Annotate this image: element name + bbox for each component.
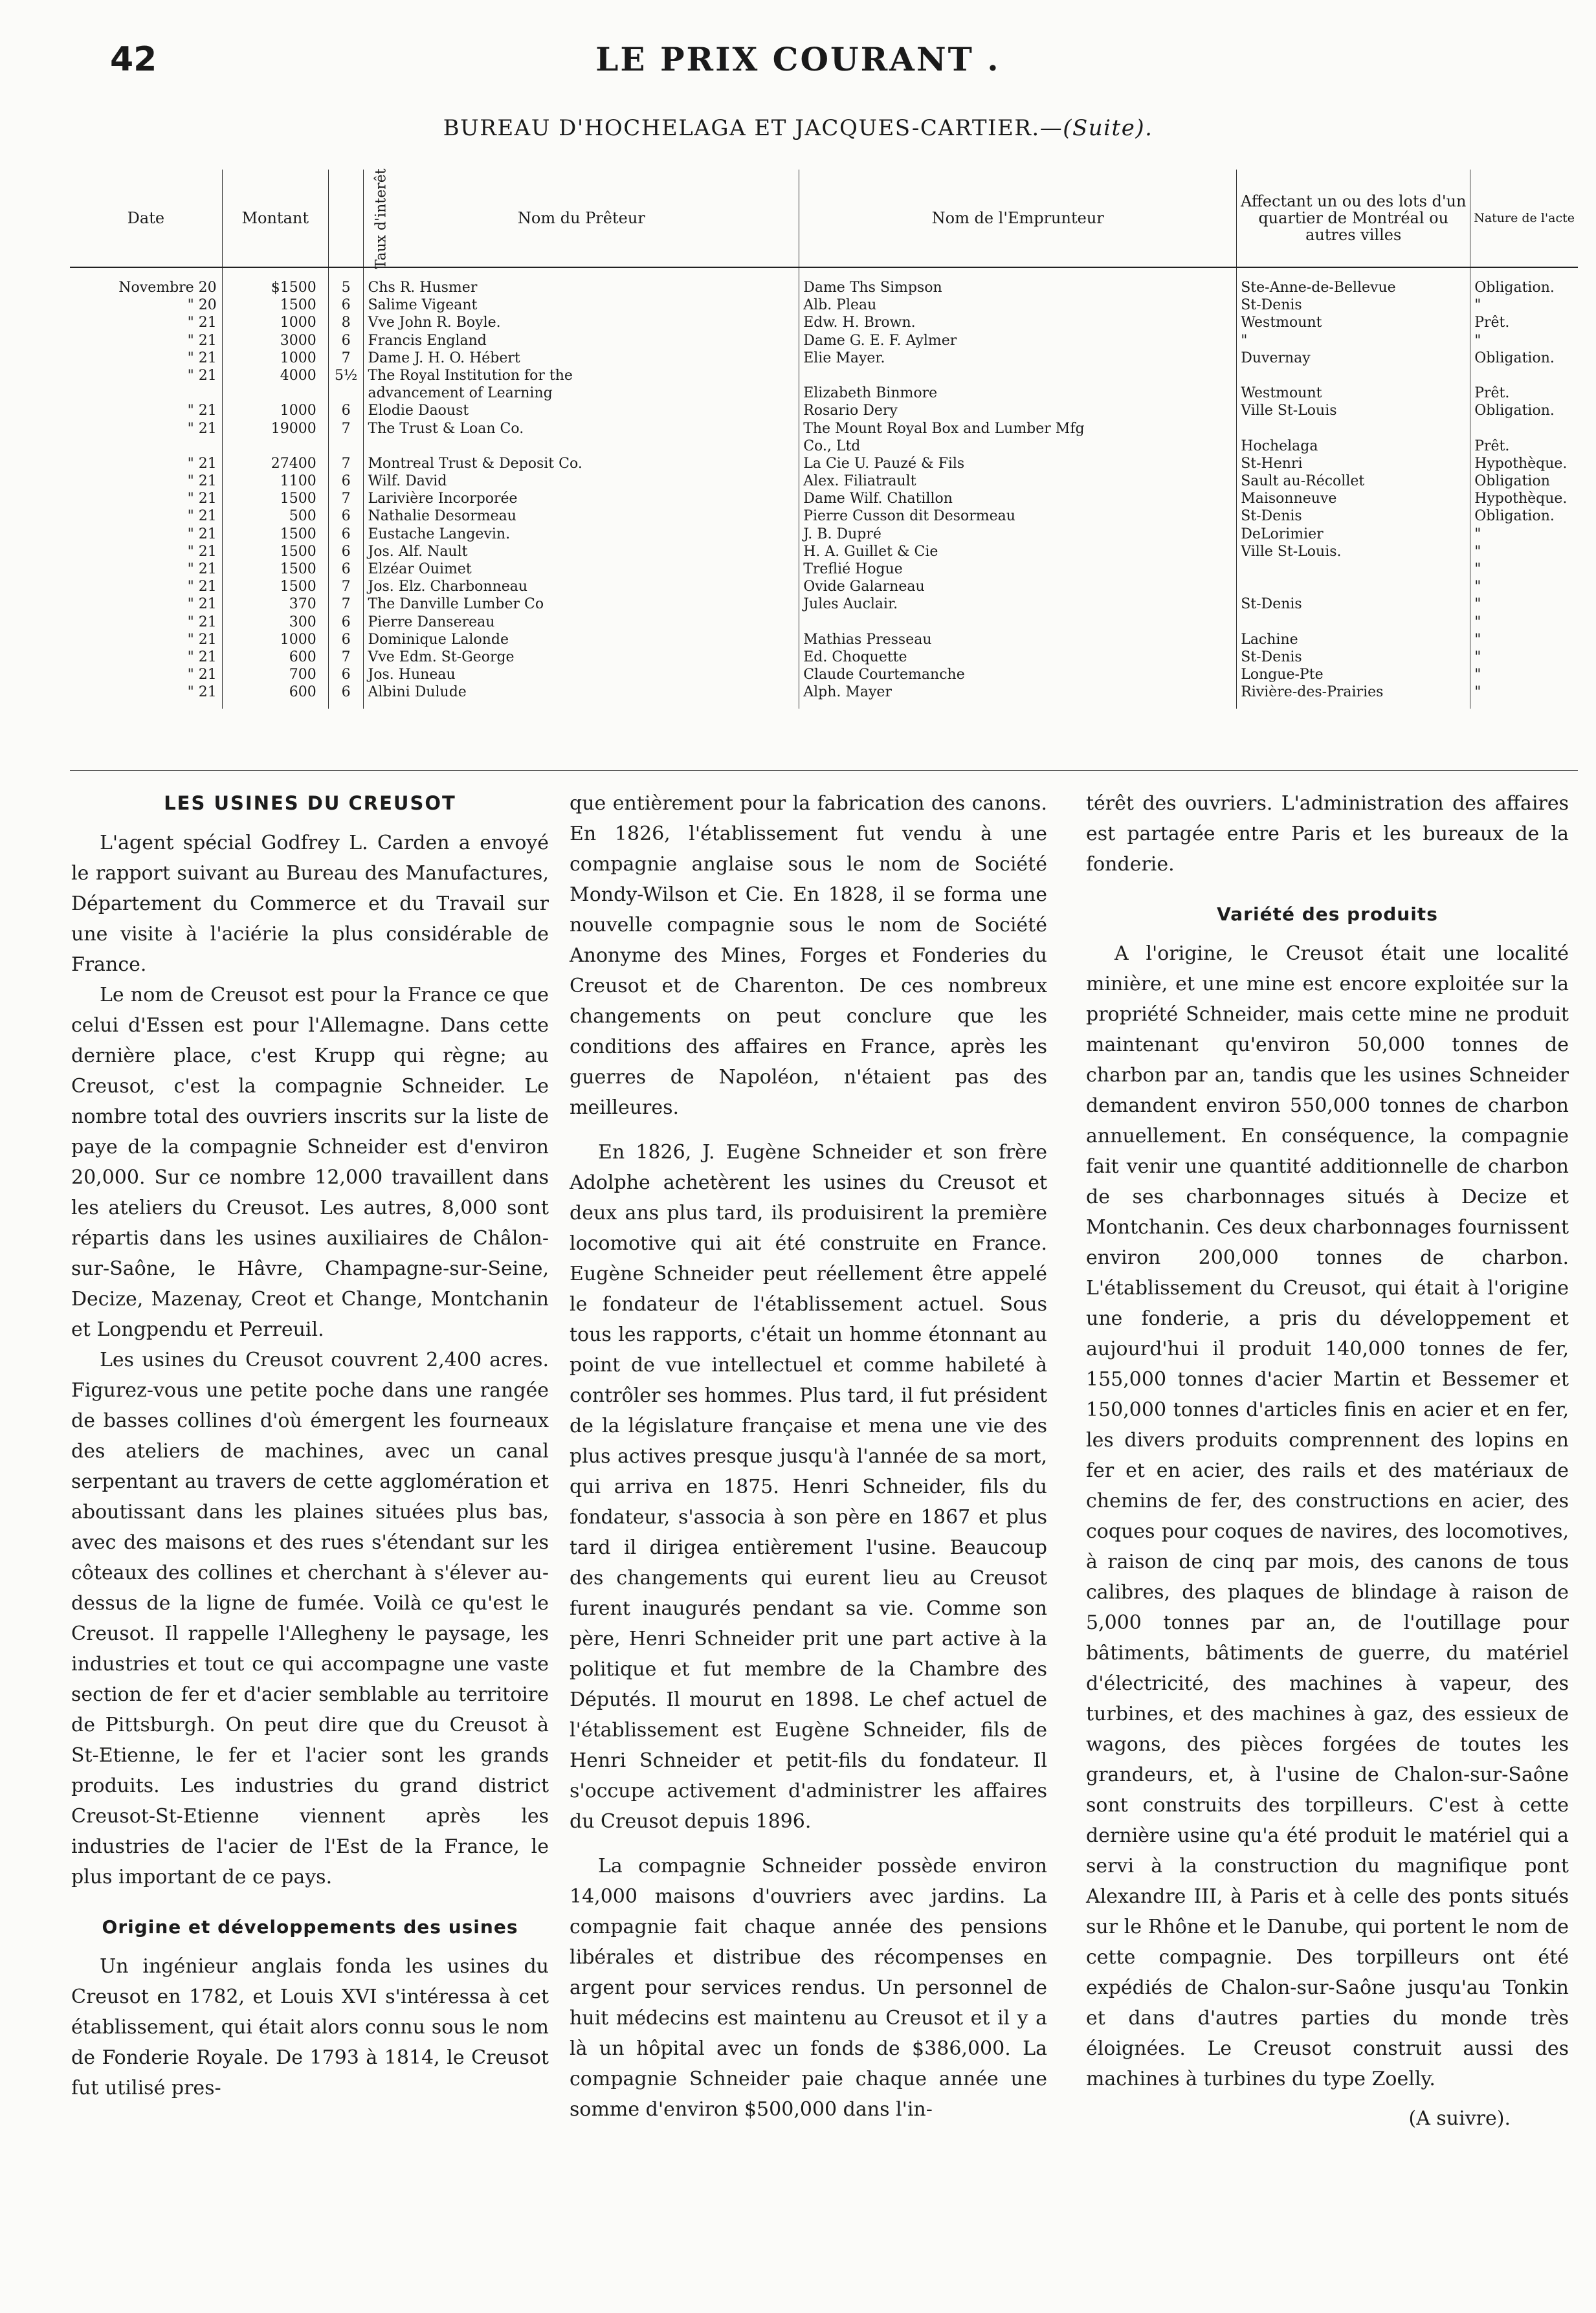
cell-location	[1237, 368, 1470, 385]
cell-location: Ville St-Louis	[1237, 403, 1470, 420]
cell-date: " 21	[187, 684, 217, 701]
cell-amount: 370	[222, 596, 328, 614]
table-row	[70, 491, 1578, 508]
cell-nature: "	[1470, 632, 1578, 649]
cell-borrower: Mathias Presseau	[799, 632, 1237, 649]
cell-date	[70, 438, 222, 456]
cell-amount: 3000	[222, 333, 328, 350]
cell-date: " 21	[187, 491, 217, 507]
col-header-nature: Nature de l'acte	[1470, 170, 1578, 267]
cell-location: Hochelaga	[1237, 438, 1470, 456]
cell-location: Maisonneuve	[1237, 491, 1470, 508]
cell-borrower: La Cie U. Pauzé & Fils	[799, 456, 1237, 473]
table-row	[70, 596, 1578, 614]
cell-lender: Vve John R. Boyle.	[364, 315, 799, 332]
cell-date: " 21	[187, 349, 217, 366]
loans-table	[70, 170, 1578, 709]
table-row	[70, 632, 1578, 649]
cell-amount: 1100	[222, 473, 328, 491]
cell-nature: Obligation.	[1470, 350, 1578, 368]
table-row	[70, 421, 1578, 438]
cell-location: Longue-Pte	[1237, 667, 1470, 684]
cell-rate: 5½	[328, 368, 364, 385]
cell-nature: "	[1470, 297, 1578, 315]
cell-date: " 21	[187, 332, 217, 349]
cell-date: " 21	[187, 667, 217, 683]
cell-rate: 6	[328, 333, 364, 350]
col-header-date: Date	[70, 170, 222, 267]
cell-rate: 7	[328, 456, 364, 473]
cell-rate: 6	[328, 684, 364, 708]
cell-lender: Vve Edm. St-George	[364, 649, 799, 667]
cell-lender: Elodie Daoust	[364, 403, 799, 420]
paragraph: Les usines du Creusot couvrent 2,400 acres. Figurez-vous une petite poche dans une rangée de basses collines d'où émergent les fourneaux des ateliers de machines, avec un canal serpentant au travers de cette agglomération et aboutissant dans les plaines situées plus bas, avec des maisons et des rues s'étendant sur les côteaux des collines et cherchant à s'élever au-dessus de la ligne de fumée. Voilà ce qu'est le Creusot. Il rappelle l'Allegheny le paysage, les industries et tout ce qui accompagne une vaste section de fer et d'acier semblable au territoire de Pittsburgh. On peut dire que du Creusot à St-Etienne, le fer et l'acier sont les grands produits. Les industries du grand district Creusot-St-Etienne viennent après les industries de l'acier de l'Est de la France, le plus important de ce pays.	[71, 1349, 549, 1888]
cell-rate: 6	[328, 297, 364, 315]
cell-date: " 21	[187, 508, 217, 525]
cell-rate	[328, 385, 364, 403]
cell-nature: "	[1470, 561, 1578, 579]
cell-lender: Jos. Elz. Charbonneau	[364, 579, 799, 596]
cell-date: " 21	[187, 596, 217, 613]
cell-lender: The Danville Lumber Co	[364, 596, 799, 614]
cell-lender: advancement of Learning	[364, 385, 799, 403]
cell-date: " 21	[187, 367, 217, 384]
table-row	[70, 526, 1578, 544]
cell-date	[70, 385, 222, 403]
paragraph: Le nom de Creusot est pour la France ce que celui d'Essen est pour l'Allemagne. Dans cette dernière place, c'est Krupp qui règne; au Creusot, c'est la compagnie Schneider. Le nombre total des ouvriers inscrits sur la liste de paye de la compagnie Schneider est d'environ 20,000. Sur ce nombre 12,000 travaillent dans les ateliers du Creusot. Les autres, 8,000 sont répartis dans les usines auxiliaires de Châlon-sur-Saône, le Hâvre, Champagne-sur-Seine, Decize, Mazenay, Creot et Change, Montchanin et Longpendu et Perreuil.	[71, 984, 549, 1341]
cell-rate: 7	[328, 350, 364, 368]
cell-lender: The Royal Institution for the	[364, 368, 799, 385]
cell-borrower: Elie Mayer.	[799, 350, 1237, 368]
cell-date: " 21	[187, 631, 217, 648]
table-row	[70, 579, 1578, 596]
cell-borrower: Rosario Dery	[799, 403, 1237, 420]
cell-date: " 20	[187, 297, 217, 314]
cell-borrower: Pierre Cusson dit Desormeau	[799, 508, 1237, 526]
cell-nature: Hypothèque.	[1470, 456, 1578, 473]
cell-lender: Nathalie Desormeau	[364, 508, 799, 526]
cell-nature: "	[1470, 684, 1578, 708]
cell-amount: 1000	[222, 350, 328, 368]
cell-borrower: Dame Wilf. Chatillon	[799, 491, 1237, 508]
article-title: LES USINES DU CREUSOT	[164, 792, 456, 814]
cell-amount: 300	[222, 614, 328, 632]
cell-amount: 500	[222, 508, 328, 526]
article-column-3	[1086, 788, 1569, 2134]
cell-borrower	[799, 368, 1237, 385]
cell-borrower: The Mount Royal Box and Lumber Mfg	[799, 421, 1237, 438]
page-number: 42	[110, 40, 157, 79]
subheading-origin: Origine et développements des usines	[102, 1916, 518, 1938]
cell-date: " 21	[187, 579, 217, 595]
cell-location: Duvernay	[1237, 350, 1470, 368]
paragraph: A l'origine, le Creusot était une localité minière, et une mine est encore exploitée sur la propriété Schneider, mais cette mine ne produit maintenant qu'environ 50,000 tonnes de charbon par an, tandis que les usines Schneider demandent environ 550,000 tonnes de charbon annuellement. En conséquence, la compagnie fait venir une quantité additionnelle de charbon de ses charbonnages situés à Decize et Montchanin. Ces deux charbonnages fournissent environ 200,000 tonnes de charbon. L'établissement du Creusot, qui était à l'origine une fonderie, a pris du développement et aujourd'hui il produit 140,000 tonnes de fer, 155,000 tonnes d'acier Martin et Bessemer et 150,000 tonnes d'articles finis en acier et en fer, les divers produits comprennent des lopins en fer et en acier, des rails et des matériaux de chemins de fer, des constructions en acier, des coques pour coques de navires, des locomotives, à raison de cinq par mois, des canons de tous calibres, des plaques de blindage à raison de 5,000 tonnes par an, de l'outillage pour bâtiments, bâtiments de guerre, du matériel d'électricité, des machines à vapeur, des turbines, et des machines à gaz, des essieux de wagons, des pièces forgées de toutes les grandeurs, et, à l'usine de Chalon-sur-Saône sont construits des torpilleurs. C'est à cette dernière usine qu'a été produit le matériel qui a servi à la construction du magnifique pont Alexandre III, à Paris et à celle des ponts situés sur le Rhône et le Danube, qui portent le nom de cette compagnie. Des torpilleurs ont été expédiés de Chalon-sur-Saône jusqu'au Tonkin et dans d'autres parties du monde très éloignées. Le Creusot construit aussi des machines à turbines du type Zoelly.	[1086, 942, 1569, 2090]
table-row	[70, 649, 1578, 667]
table-row	[70, 333, 1578, 350]
cell-amount: 1000	[222, 632, 328, 649]
cell-location	[1237, 614, 1470, 632]
cell-nature: Prêt.	[1470, 438, 1578, 456]
cell-nature	[1470, 421, 1578, 438]
cell-borrower: Elizabeth Binmore	[799, 385, 1237, 403]
cell-lender: Wilf. David	[364, 473, 799, 491]
article-column-1	[71, 788, 549, 2103]
cell-location: St-Denis	[1237, 596, 1470, 614]
col-header-borrower: Nom de l'Emprunteur	[799, 170, 1237, 267]
cell-amount: 1500	[222, 491, 328, 508]
cell-location: Ste-Anne-de-Bellevue	[1237, 267, 1470, 297]
cell-rate: 5	[328, 267, 364, 297]
cell-borrower	[799, 614, 1237, 632]
cell-date: " 21	[187, 403, 217, 419]
cell-nature: "	[1470, 579, 1578, 596]
section-divider	[70, 770, 1578, 771]
cell-location: Westmount	[1237, 385, 1470, 403]
table-row	[70, 267, 1578, 297]
cell-amount: 1500	[222, 579, 328, 596]
cell-amount: 1000	[222, 403, 328, 420]
cell-nature: "	[1470, 333, 1578, 350]
table-row	[70, 508, 1578, 526]
cell-rate: 8	[328, 315, 364, 332]
cell-location: Westmount	[1237, 315, 1470, 332]
cell-amount: 1500	[222, 526, 328, 544]
table-row	[70, 614, 1578, 632]
cell-date: " 21	[187, 648, 217, 665]
cell-borrower: Claude Courtemanche	[799, 667, 1237, 684]
cell-amount: 700	[222, 667, 328, 684]
cell-lender: Larivière Incorporée	[364, 491, 799, 508]
cell-lender: Salime Vigeant	[364, 297, 799, 315]
cell-borrower: J. B. Dupré	[799, 526, 1237, 544]
cell-rate: 6	[328, 544, 364, 561]
col-header-lender: Nom du Prêteur	[364, 170, 799, 267]
table-row	[70, 684, 1578, 708]
cell-date: " 21	[187, 543, 217, 560]
cell-borrower: Jules Auclair.	[799, 596, 1237, 614]
cell-nature: Obligation.	[1470, 403, 1578, 420]
cell-location	[1237, 579, 1470, 596]
cell-rate: 6	[328, 508, 364, 526]
cell-nature: "	[1470, 667, 1578, 684]
article-column-2	[570, 788, 1047, 2125]
cell-location	[1237, 561, 1470, 579]
paragraph: L'agent spécial Godfrey L. Carden a envoyé le rapport suivant au Bureau des Manufactures, Département du Commerce et du Travail sur une visite à l'aciérie la plus considérable de France.	[71, 832, 549, 976]
cell-lender: Eustache Langevin.	[364, 526, 799, 544]
cell-rate: 6	[328, 473, 364, 491]
cell-borrower: Alb. Pleau	[799, 297, 1237, 315]
cell-nature: Hypothèque.	[1470, 491, 1578, 508]
cell-date: " 21	[187, 526, 217, 542]
cell-location	[1237, 421, 1470, 438]
cell-location: St-Denis	[1237, 508, 1470, 526]
table-row	[70, 438, 1578, 456]
paragraph: En 1826, J. Eugène Schneider et son frère Adolphe achetèrent les usines du Creusot et deux ans plus tard, ils produisirent la première locomotive qui ait été construite en France. Eugène Schneider peut réellement être appelé le fondateur de l'établissement actuel. Sous tous les rapports, c'était un homme étonnant au point de vue intellectuel et comme habileté à contrôler ses hommes. Plus tard, il fut président de la législature française et mena une vie des plus actives presque jusqu'à l'année de sa mort, qui arriva en 1875. Henri Schneider, fils du fondateur, s'associa à son père en 1867 et plus tard il dirigea entièrement l'usine. Beaucoup des changements qui eurent lieu au Creusot furent inaugurés pendant sa vie. Comme son père, Henri Schneider prit une part active à la politique et fut membre de la Chambre des Députés. Il mourut en 1898. Le chef actuel de l'établissement est Eugène Schneider, fils de Henri Schneider et petit-fils du fondateur. Il s'occupe activement d'administrer les affaires du Creusot depuis 1896.	[570, 1141, 1047, 1833]
cell-lender: Montreal Trust & Deposit Co.	[364, 456, 799, 473]
cell-nature	[1470, 368, 1578, 385]
cell-rate: 7	[328, 491, 364, 508]
col-header-lots: Affectant un ou des lots d'un quartier de Montréal ou autres villes	[1237, 170, 1470, 267]
cell-nature: "	[1470, 526, 1578, 544]
cell-location: DeLorimier	[1237, 526, 1470, 544]
table-row	[70, 315, 1578, 332]
table-row	[70, 561, 1578, 579]
cell-nature: Prêt.	[1470, 385, 1578, 403]
cell-rate: 7	[328, 649, 364, 667]
table-row	[70, 456, 1578, 473]
cell-rate: 7	[328, 421, 364, 438]
cell-borrower: Ed. Choquette	[799, 649, 1237, 667]
cell-borrower: Dame G. E. F. Aylmer	[799, 333, 1237, 350]
table-row	[70, 473, 1578, 491]
cell-date: " 21	[187, 455, 217, 472]
cell-borrower: Alex. Filiatrault	[799, 473, 1237, 491]
cell-date: Novembre 20	[118, 280, 217, 296]
table-row	[70, 350, 1578, 368]
cell-nature: "	[1470, 596, 1578, 614]
cell-rate: 6	[328, 632, 364, 649]
cell-date: " 21	[187, 315, 217, 331]
table-row	[70, 544, 1578, 561]
cell-rate: 6	[328, 561, 364, 579]
cell-lender: Elzéar Ouimet	[364, 561, 799, 579]
cell-amount: 19000	[222, 421, 328, 438]
cell-date: " 21	[187, 614, 217, 630]
table-row	[70, 297, 1578, 315]
cell-location: "	[1237, 333, 1470, 350]
table-row	[70, 368, 1578, 385]
table-row	[70, 667, 1578, 684]
cell-lender: Pierre Dansereau	[364, 614, 799, 632]
cell-lender: The Trust & Loan Co.	[364, 421, 799, 438]
col-header-rate-text: Taux d'interêt	[373, 168, 390, 269]
paragraph: térêt des ouvriers. L'administration des affaires est partagée entre Paris et les bureaux de la fonderie.	[1086, 792, 1569, 876]
cell-date: " 21	[187, 473, 217, 490]
section-title-suffix: (Suite).	[1063, 115, 1153, 141]
cell-borrower: Alph. Mayer	[799, 684, 1237, 708]
cell-location: St-Henri	[1237, 456, 1470, 473]
cell-borrower: Ovide Galarneau	[799, 579, 1237, 596]
cell-borrower: Co., Ltd	[799, 438, 1237, 456]
cell-lender: Jos. Huneau	[364, 667, 799, 684]
cell-rate: 6	[328, 614, 364, 632]
section-title	[0, 115, 1596, 141]
cell-rate: 6	[328, 526, 364, 544]
paragraph: Un ingénieur anglais fonda les usines du Creusot en 1782, et Louis XVI s'intéressa à cet établissement, qui était alors connu sous le nom de Fonderie Royale. De 1793 à 1814, le Creusot fut utilisé pres-	[71, 1955, 549, 2099]
col-header-rate	[328, 168, 390, 269]
cell-location: Lachine	[1237, 632, 1470, 649]
cell-amount: $1500	[222, 267, 328, 297]
cell-nature: "	[1470, 544, 1578, 561]
cell-amount: 1000	[222, 315, 328, 332]
section-title-text: BUREAU D'HOCHELAGA ET JACQUES-CARTIER.—	[443, 115, 1063, 141]
cell-lender: Jos. Alf. Nault	[364, 544, 799, 561]
cell-amount: 27400	[222, 456, 328, 473]
cell-rate: 7	[328, 579, 364, 596]
cell-location: Sault au-Récollet	[1237, 473, 1470, 491]
cell-date: " 21	[187, 420, 217, 437]
cell-nature: Obligation	[1470, 473, 1578, 491]
cell-lender: Chs R. Husmer	[364, 267, 799, 297]
cell-nature: Obligation.	[1470, 508, 1578, 526]
cell-location: Ville St-Louis.	[1237, 544, 1470, 561]
table-row	[70, 385, 1578, 403]
cell-amount: 600	[222, 684, 328, 708]
cell-amount	[222, 438, 328, 456]
to-be-continued: (A suivre).	[1408, 2107, 1511, 2130]
subheading-variety: Variété des produits	[1217, 903, 1438, 925]
cell-lender: Dame J. H. O. Hébert	[364, 350, 799, 368]
cell-amount: 600	[222, 649, 328, 667]
cell-date: " 21	[187, 561, 217, 577]
cell-rate	[328, 438, 364, 456]
cell-lender: Francis England	[364, 333, 799, 350]
col-header-amount: Montant	[222, 170, 328, 267]
cell-amount: 1500	[222, 544, 328, 561]
cell-lender: Dominique Lalonde	[364, 632, 799, 649]
table-row	[70, 403, 1578, 420]
cell-nature: "	[1470, 649, 1578, 667]
table-body	[70, 267, 1578, 709]
cell-amount: 4000	[222, 368, 328, 385]
table-header-row	[70, 170, 1578, 267]
cell-location: Rivière-des-Prairies	[1237, 684, 1470, 708]
cell-borrower: H. A. Guillet & Cie	[799, 544, 1237, 561]
cell-location: St-Denis	[1237, 649, 1470, 667]
cell-nature: Obligation.	[1470, 267, 1578, 297]
cell-lender: Albini Dulude	[364, 684, 799, 708]
cell-nature: Prêt.	[1470, 315, 1578, 332]
cell-location: St-Denis	[1237, 297, 1470, 315]
cell-amount	[222, 385, 328, 403]
cell-borrower: Treflié Hogue	[799, 561, 1237, 579]
cell-nature: "	[1470, 614, 1578, 632]
running-title: LE PRIX COURANT .	[595, 40, 1001, 78]
cell-lender	[364, 438, 799, 456]
paragraph: La compagnie Schneider possède environ 14,000 maisons d'ouvriers avec jardins. La compagnie fait chaque année des pensions libérales et distribue des récompenses en argent pour services rendus. Un personnel de huit médecins est maintenu au Creusot et il y a là un hôpital avec un fonds de $386,000. La compagnie Schneider paie chaque année une somme d'environ $500,000 dans l'in-	[570, 1855, 1047, 2121]
paragraph: que entièrement pour la fabrication des canons. En 1826, l'établissement fut vendu à une compagnie anglaise sous le nom de Société Mondy-Wilson et Cie. En 1828, il se forma une nouvelle compagnie sous le nom de Société Anonyme des Mines, Forges et Fonderies du Creusot et de Charenton. De ces nombreux changements on peut conclure que les conditions des affaires en France, après les guerres de Napoléon, n'étaient pas des meilleures.	[570, 792, 1047, 1119]
cell-borrower: Dame Ths Simpson	[799, 267, 1237, 297]
cell-amount: 1500	[222, 561, 328, 579]
cell-rate: 6	[328, 667, 364, 684]
cell-borrower: Edw. H. Brown.	[799, 315, 1237, 332]
cell-rate: 7	[328, 596, 364, 614]
cell-rate: 6	[328, 403, 364, 420]
cell-amount: 1500	[222, 297, 328, 315]
